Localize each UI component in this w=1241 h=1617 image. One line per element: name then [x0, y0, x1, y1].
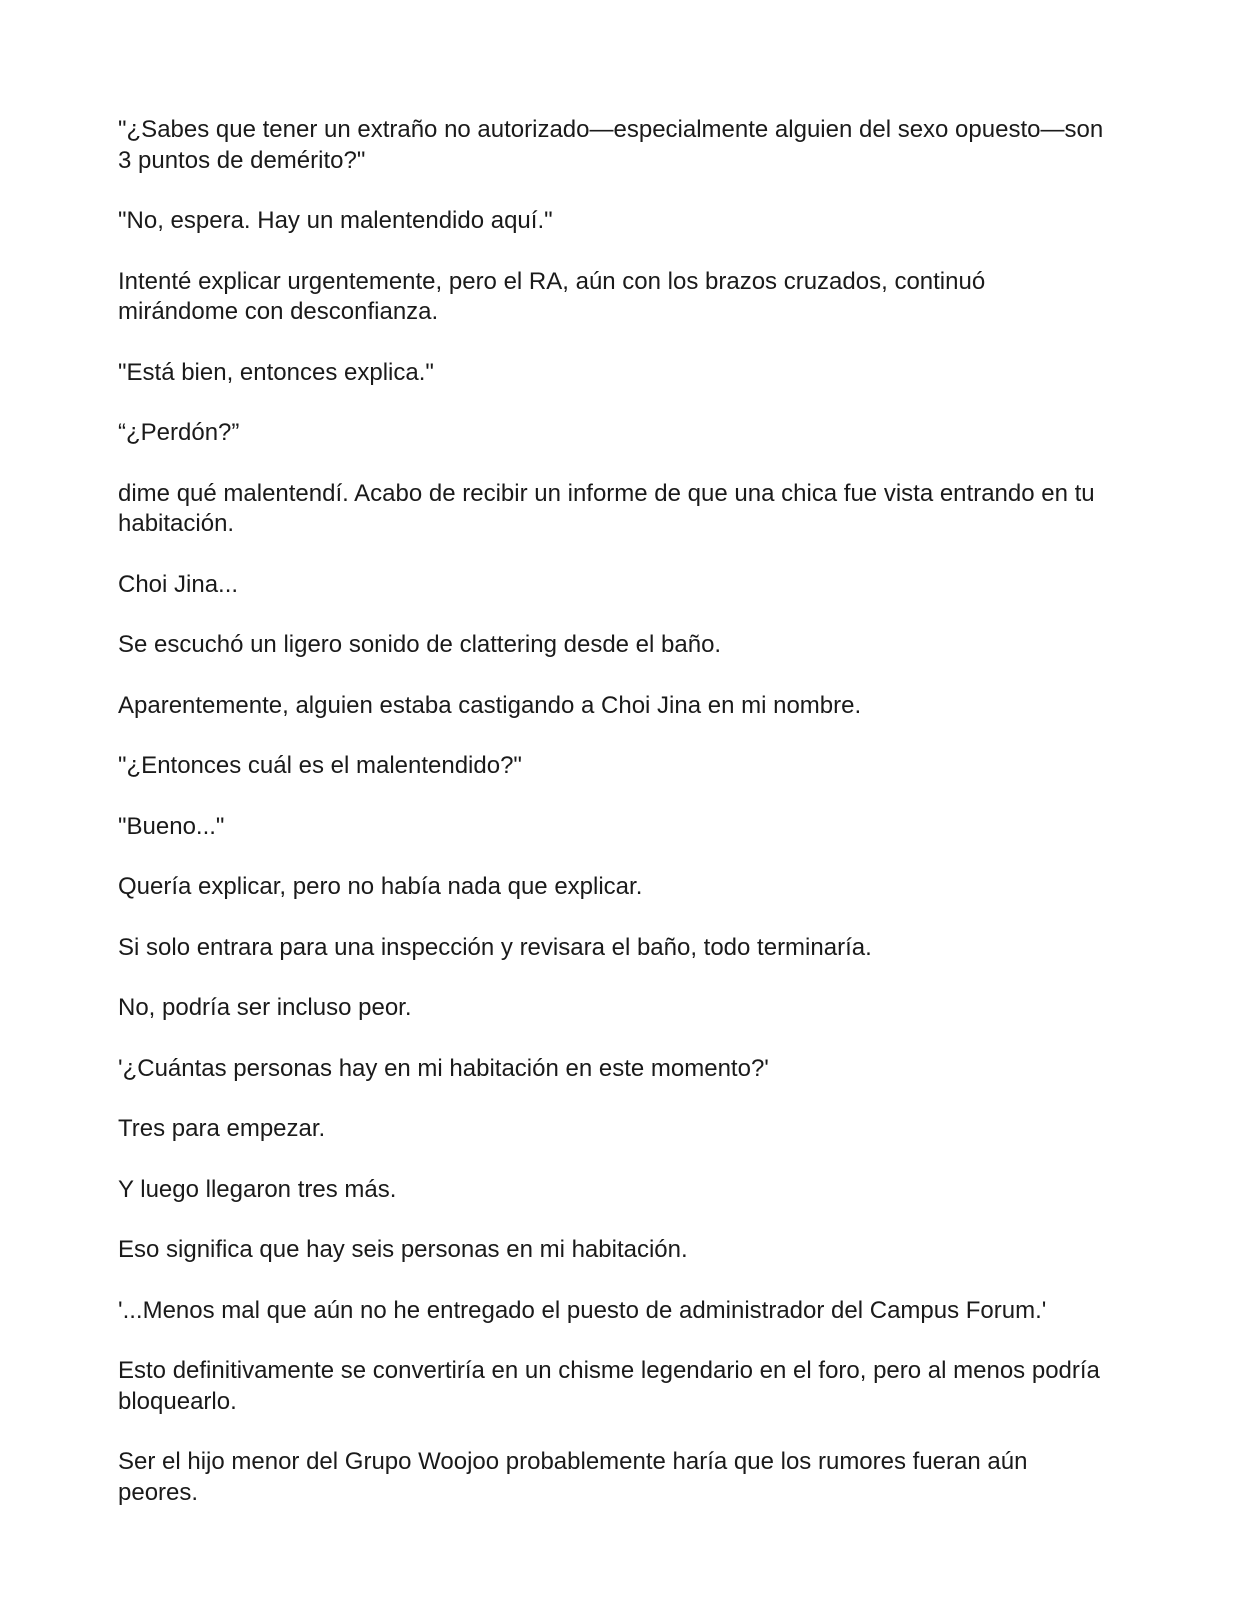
paragraph-11: "Bueno..." [118, 812, 225, 840]
paragraph-7: Choi Jina... [118, 570, 239, 598]
paragraph-17: Y luego llegaron tres más. [118, 1175, 397, 1203]
paragraph-4: "Está bien, entonces explica." [118, 358, 434, 386]
paragraph-10: "¿Entonces cuál es el malentendido?" [118, 752, 522, 779]
paragraph-21: Ser el hijo menor del Grupo Woojoo probablemente haría que los rumores fueran aún peores. [118, 1448, 1028, 1506]
paragraph-9: Aparentemente, alguien estaba castigando a Choi Jina en mi nombre. [118, 691, 862, 719]
paragraph-15: '¿Cuántas personas hay en mi habitación en este momento?' [118, 1054, 769, 1082]
paragraph-16: Tres para empezar. [118, 1115, 326, 1142]
paragraph-6: dime qué malentendí. Acabo de recibir un informe de que una chica fue vista entrando en tu habitación. [118, 479, 1095, 537]
paragraph-5: “¿Perdón?” [118, 419, 240, 446]
paragraph-19: '...Menos mal que aún no he entregado el puesto de administrador del Campus Forum.' [118, 1296, 1047, 1324]
paragraph-3: Intenté explicar urgentemente, pero el RA, aún con los brazos cruzados, continuó mirándome con desconfianza. [118, 267, 986, 325]
document-body [118, 115, 1108, 1538]
paragraph-2: "No, espera. Hay un malentendido aquí." [118, 207, 553, 234]
paragraph-14: No, podría ser incluso peor. [118, 994, 412, 1021]
paragraph-20: Esto definitivamente se convertiría en un chisme legendario en el foro, pero al menos podría bloquearlo. [118, 1357, 1100, 1415]
paragraph-12: Quería explicar, pero no había nada que explicar. [118, 873, 643, 900]
paragraph-13: Si solo entrara para una inspección y revisara el baño, todo terminaría. [118, 933, 872, 961]
paragraph-8: Se escuchó un ligero sonido de clattering desde el baño. [118, 631, 722, 658]
paragraph-18: Eso significa que hay seis personas en mi habitación. [118, 1236, 688, 1263]
paragraph-1: "¿Sabes que tener un extraño no autorizado—especialmente alguien del sexo opuesto—son 3 puntos de demérito?" [118, 116, 1104, 174]
